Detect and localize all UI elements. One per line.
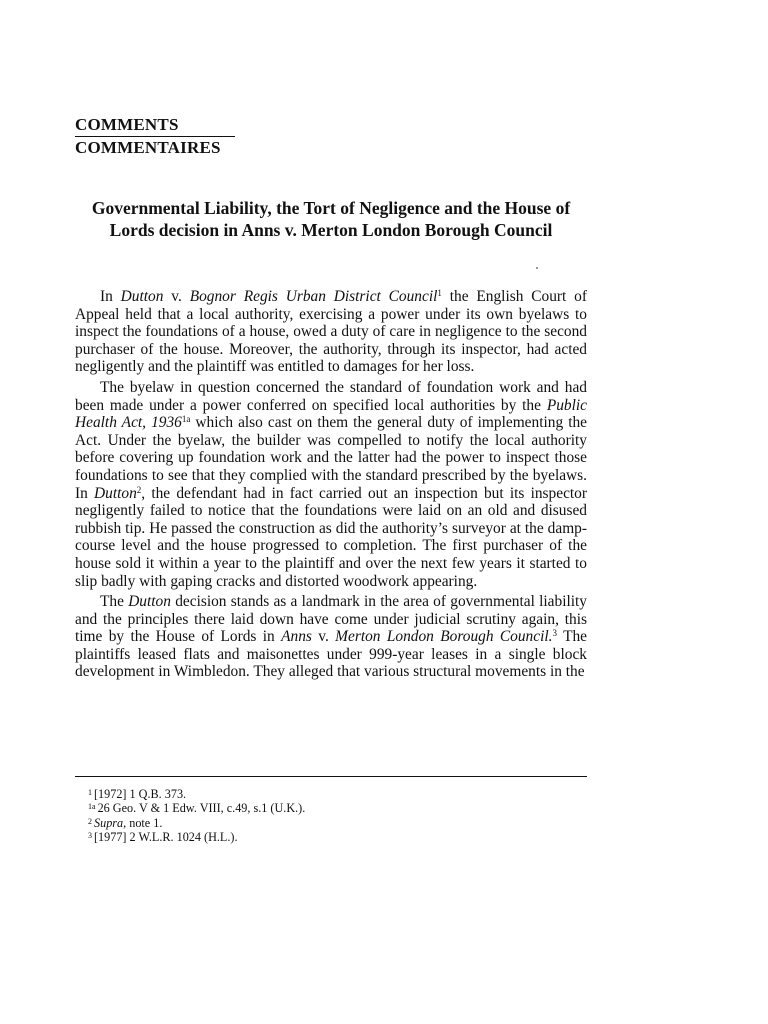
footnote-mark: 1a xyxy=(88,802,96,812)
footnote-text: [1972] 1 Q.B. 373. xyxy=(94,787,187,801)
p3-text-1: The xyxy=(100,593,129,611)
footnote-italic: Supra, xyxy=(94,815,127,830)
footnote-ref-2: 2 xyxy=(136,484,142,495)
scan-speck xyxy=(536,267,538,269)
footnote-divider xyxy=(75,776,587,777)
p3-text-3: v. xyxy=(311,628,336,646)
p3-text-2: decision stands as a landmark in the area of governmental liability and the principles there laid down have come under judicial scrutiny again, this time by the House of Lords in xyxy=(75,593,587,646)
footnote-text: 26 Geo. V & 1 Edw. VIII, c.49, s.1 (U.K.). xyxy=(97,801,306,816)
p1-case-name-cont: Bognor Regis Urban District Council xyxy=(189,288,438,305)
footnotes xyxy=(88,787,588,845)
p2-text-2: which also cast on them the general duty of implementing the Act. Under the byelaw, the builder was compelled to notify the local authority before covering up foundation work and the latter had the power to inspect those foundations to see that they complied with the standard prescribed by the byelaws. In xyxy=(75,414,587,502)
title-part-1: Governmental Liability, the Tort of Negligence and the House of Lords decision in Anns xyxy=(91,198,571,240)
footnote-ref-1a: 1a xyxy=(181,414,191,425)
p1-text-2: v. xyxy=(163,288,190,305)
section-heading-block xyxy=(75,114,235,159)
p3-case-name-2-cont: Merton London Borough Council. xyxy=(335,628,553,646)
footnote-ref-1: 1 xyxy=(437,288,442,298)
article-title xyxy=(75,197,587,241)
footnote-mark: 1 xyxy=(88,788,92,797)
paragraph-3 xyxy=(75,593,587,681)
p3-case-name-2: Anns xyxy=(281,628,312,646)
title-part-2: Merton London Borough Council xyxy=(296,220,553,240)
p2-case-name: Dutton xyxy=(94,484,137,502)
p3-text-4: The plaintiffs leased flats and maisonettes under 999-year leases in a single block development in Wimbledon. They alleged that various structural movements in the xyxy=(75,628,587,681)
footnote-text: note 1. xyxy=(126,815,163,830)
footnote-1 xyxy=(88,787,588,801)
article-body xyxy=(75,288,587,681)
footnote-text: [1977] 2 W.L.R. 1024 (H.L.). xyxy=(94,830,238,845)
footnote-mark: 3 xyxy=(88,831,92,841)
section-heading-french: COMMENTAIRES xyxy=(75,138,221,157)
p3-case-name-1: Dutton xyxy=(128,593,171,611)
p2-text-3: , the defendant had in fact carried out an inspection but its inspector negligently failed to notice that the foundations were laid on an old and disused rubbish tip. He passed the construction as did the authority’s surveyor at the damp-course level and the house progressed to completion. The first purchaser of the house sold it within a year to the plaintiff and over the next few years it started to slip badly with gaping cracks and distorted woodwork appearing. xyxy=(75,484,587,590)
paragraph-2 xyxy=(75,379,587,590)
p1-text-1: In xyxy=(100,288,121,305)
paragraph-1 xyxy=(75,288,587,376)
p2-text-1: The byelaw in question concerned the standard of foundation work and had been made under a power conferred on specified local authorities by the xyxy=(75,378,587,414)
title-versus: v. xyxy=(284,220,297,240)
p1-case-name: Dutton xyxy=(120,288,164,305)
footnote-3 xyxy=(88,830,588,844)
footnote-1a xyxy=(88,801,588,815)
footnote-ref-3: 3 xyxy=(552,628,557,639)
p2-act-name: Public Health Act, 1936 xyxy=(75,396,587,432)
p1-text-3: the English Court of Appeal held that a local authority, exercising a power under its own byelaws to inspect the foundations of a house, owed a duty of care in negligence to the second purchaser of the house. Moreover, the authority, through its inspector, had acted negligently and the plaintiff was entitled to damages for her loss. xyxy=(75,288,587,376)
footnote-2 xyxy=(88,816,588,830)
section-heading-english: COMMENTS xyxy=(75,114,235,137)
footnote-mark: 2 xyxy=(88,816,92,826)
